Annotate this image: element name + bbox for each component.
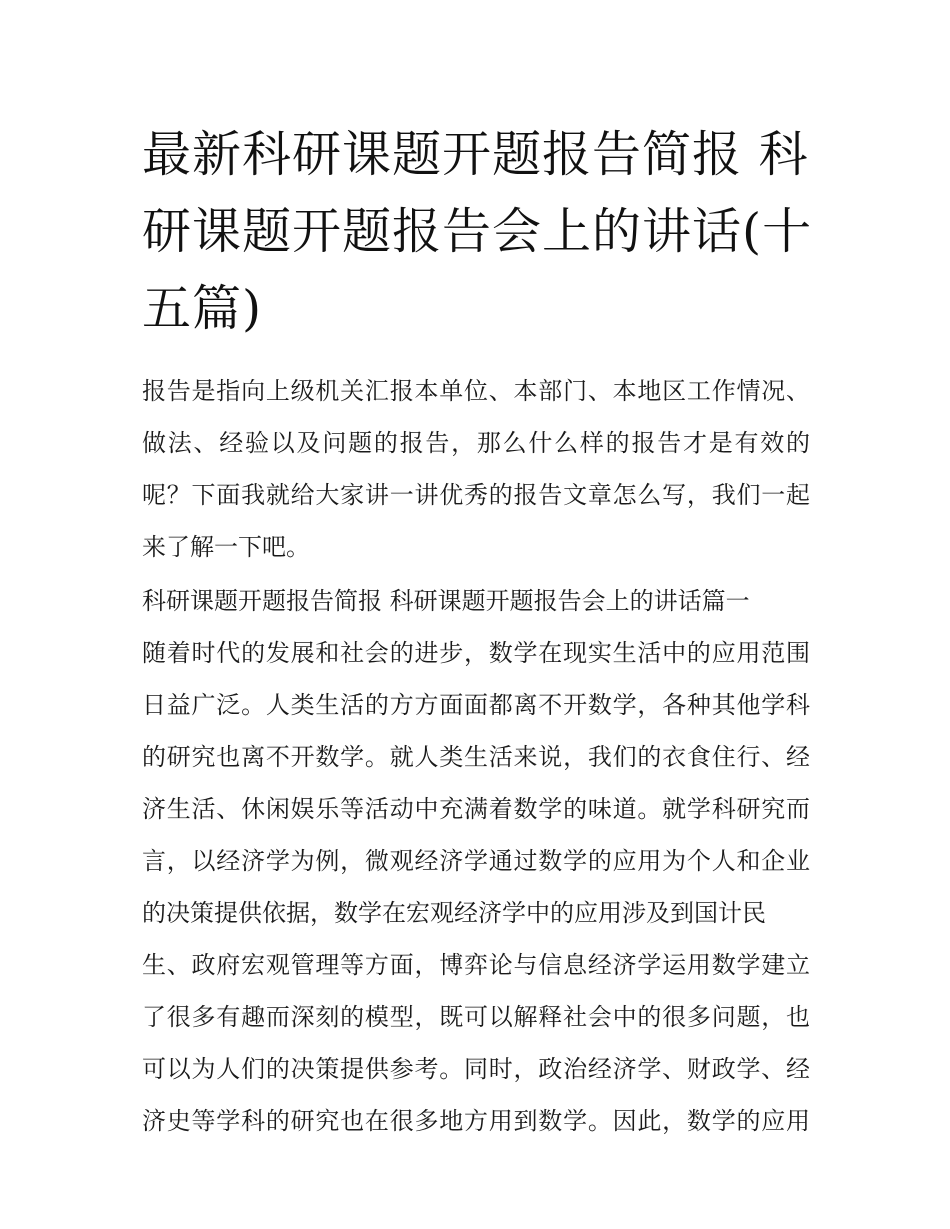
title-line: 研课题开题报告会上的讲话(十 xyxy=(142,203,813,260)
section-heading-text: 科研课题开题报告简报 科研课题开题报告会上的讲话篇一 xyxy=(142,587,750,615)
body-line: 随着时代的发展和社会的进步，数学在现实生活中的应用范围 xyxy=(142,639,810,667)
body-line: 生、政府宏观管理等方面，博弈论与信息经济学运用数学建立 xyxy=(142,951,810,979)
document-title xyxy=(142,116,813,347)
title-line: 最新科研课题开题报告简报 科 xyxy=(142,126,809,183)
body-line: 日益广泛。人类生活的方方面面都离不开数学，各种其他学科 xyxy=(142,691,810,719)
title-line: 五篇) xyxy=(142,280,263,337)
body-line: 济史等学科的研究也在很多地方用到数学。因此，数学的应用 xyxy=(142,1107,810,1135)
intro-line: 来了解一下吧。 xyxy=(142,533,310,561)
body-line: 言，以经济学为例，微观经济学通过数学的应用为个人和企业 xyxy=(142,847,810,875)
body-line: 的研究也离不开数学。就人类生活来说，我们的衣食住行、经 xyxy=(142,743,810,771)
intro-line: 做法、经验以及问题的报告，那么什么样的报告才是有效的 xyxy=(142,429,810,457)
document-content xyxy=(142,116,813,1147)
intro-line: 报告是指向上级机关汇报本单位、本部门、本地区工作情况、 xyxy=(142,377,810,405)
intro-paragraph xyxy=(142,365,810,573)
section-heading xyxy=(142,575,810,627)
body-paragraph xyxy=(142,627,810,1147)
body-line: 济生活、休闲娱乐等活动中充满着数学的味道。就学科研究而 xyxy=(142,795,810,823)
body-line: 的决策提供依据，数学在宏观经济学中的应用涉及到国计民 xyxy=(142,899,766,927)
intro-line: 呢？下面我就给大家讲一讲优秀的报告文章怎么写，我们一起 xyxy=(142,481,810,509)
body-line: 可以为人们的决策提供参考。同时，政治经济学、财政学、经 xyxy=(142,1055,810,1083)
body-line: 了很多有趣而深刻的模型，既可以解释社会中的很多问题，也 xyxy=(142,1003,810,1031)
